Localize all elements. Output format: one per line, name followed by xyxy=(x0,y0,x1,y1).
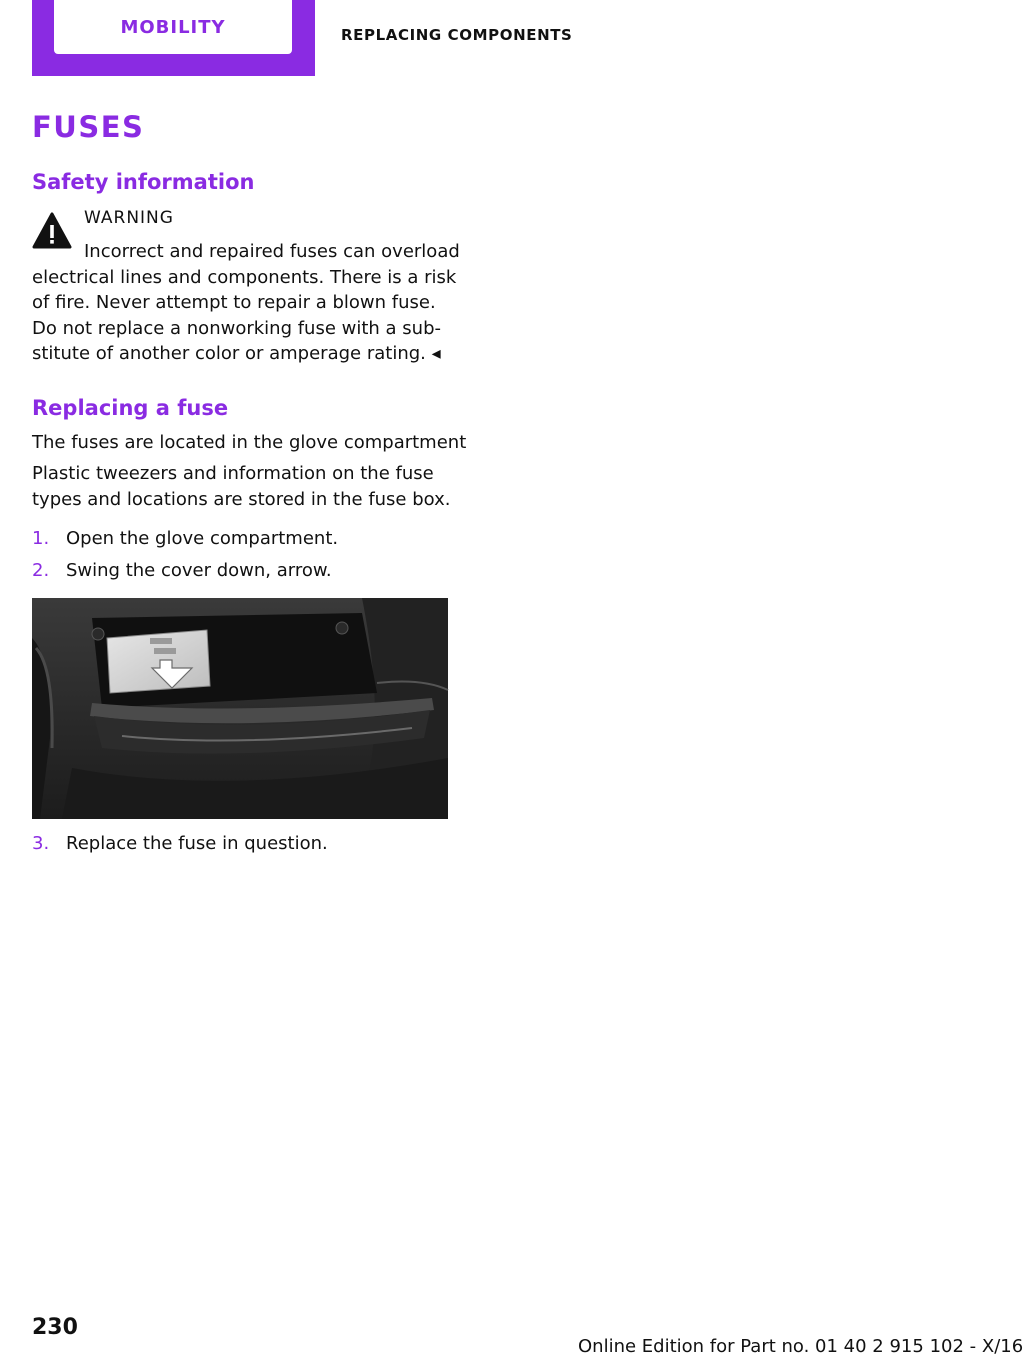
page-title: FUSES xyxy=(32,110,145,144)
intro-text: The fuses are located in the glove compartment xyxy=(32,432,467,453)
chapter-tab-label: MOBILITY xyxy=(120,16,226,38)
warning-triangle-icon xyxy=(32,212,72,250)
chapter-tab xyxy=(32,0,315,76)
warning-text-line: stitute of another color or amperage rating. ◂ xyxy=(32,343,441,364)
step-text: Open the glove compartment. xyxy=(66,528,339,549)
replacing-heading: Replacing a fuse xyxy=(32,396,229,420)
edition-footer: Online Edition for Part no. 01 40 2 915 102 - X/16 xyxy=(578,1336,1023,1357)
warning-text-line: of fire. Never attempt to repair a blown fuse. xyxy=(32,292,436,313)
paragraph-line: types and locations are stored in the fuse box. xyxy=(32,489,451,510)
step-text: Replace the fuse in question. xyxy=(66,833,328,854)
step-number: 3. xyxy=(32,833,50,854)
warning-label: WARNING xyxy=(84,208,174,228)
warning-text-line: Incorrect and repaired fuses can overload xyxy=(84,241,460,262)
safety-heading: Safety information xyxy=(32,170,255,194)
glove-compartment-photo xyxy=(32,598,448,819)
step-number: 2. xyxy=(32,560,50,581)
page-number: 230 xyxy=(32,1315,78,1340)
chapter-tab-inner xyxy=(54,0,292,54)
step-text: Swing the cover down, arrow. xyxy=(66,560,332,581)
paragraph-line: Plastic tweezers and information on the fuse xyxy=(32,463,434,484)
breadcrumb: REPLACING COMPONENTS xyxy=(341,26,573,44)
step-number: 1. xyxy=(32,528,50,549)
warning-text-line: Do not replace a nonworking fuse with a sub‐ xyxy=(32,318,442,339)
warning-text-line: electrical lines and components. There is a risk xyxy=(32,267,457,288)
